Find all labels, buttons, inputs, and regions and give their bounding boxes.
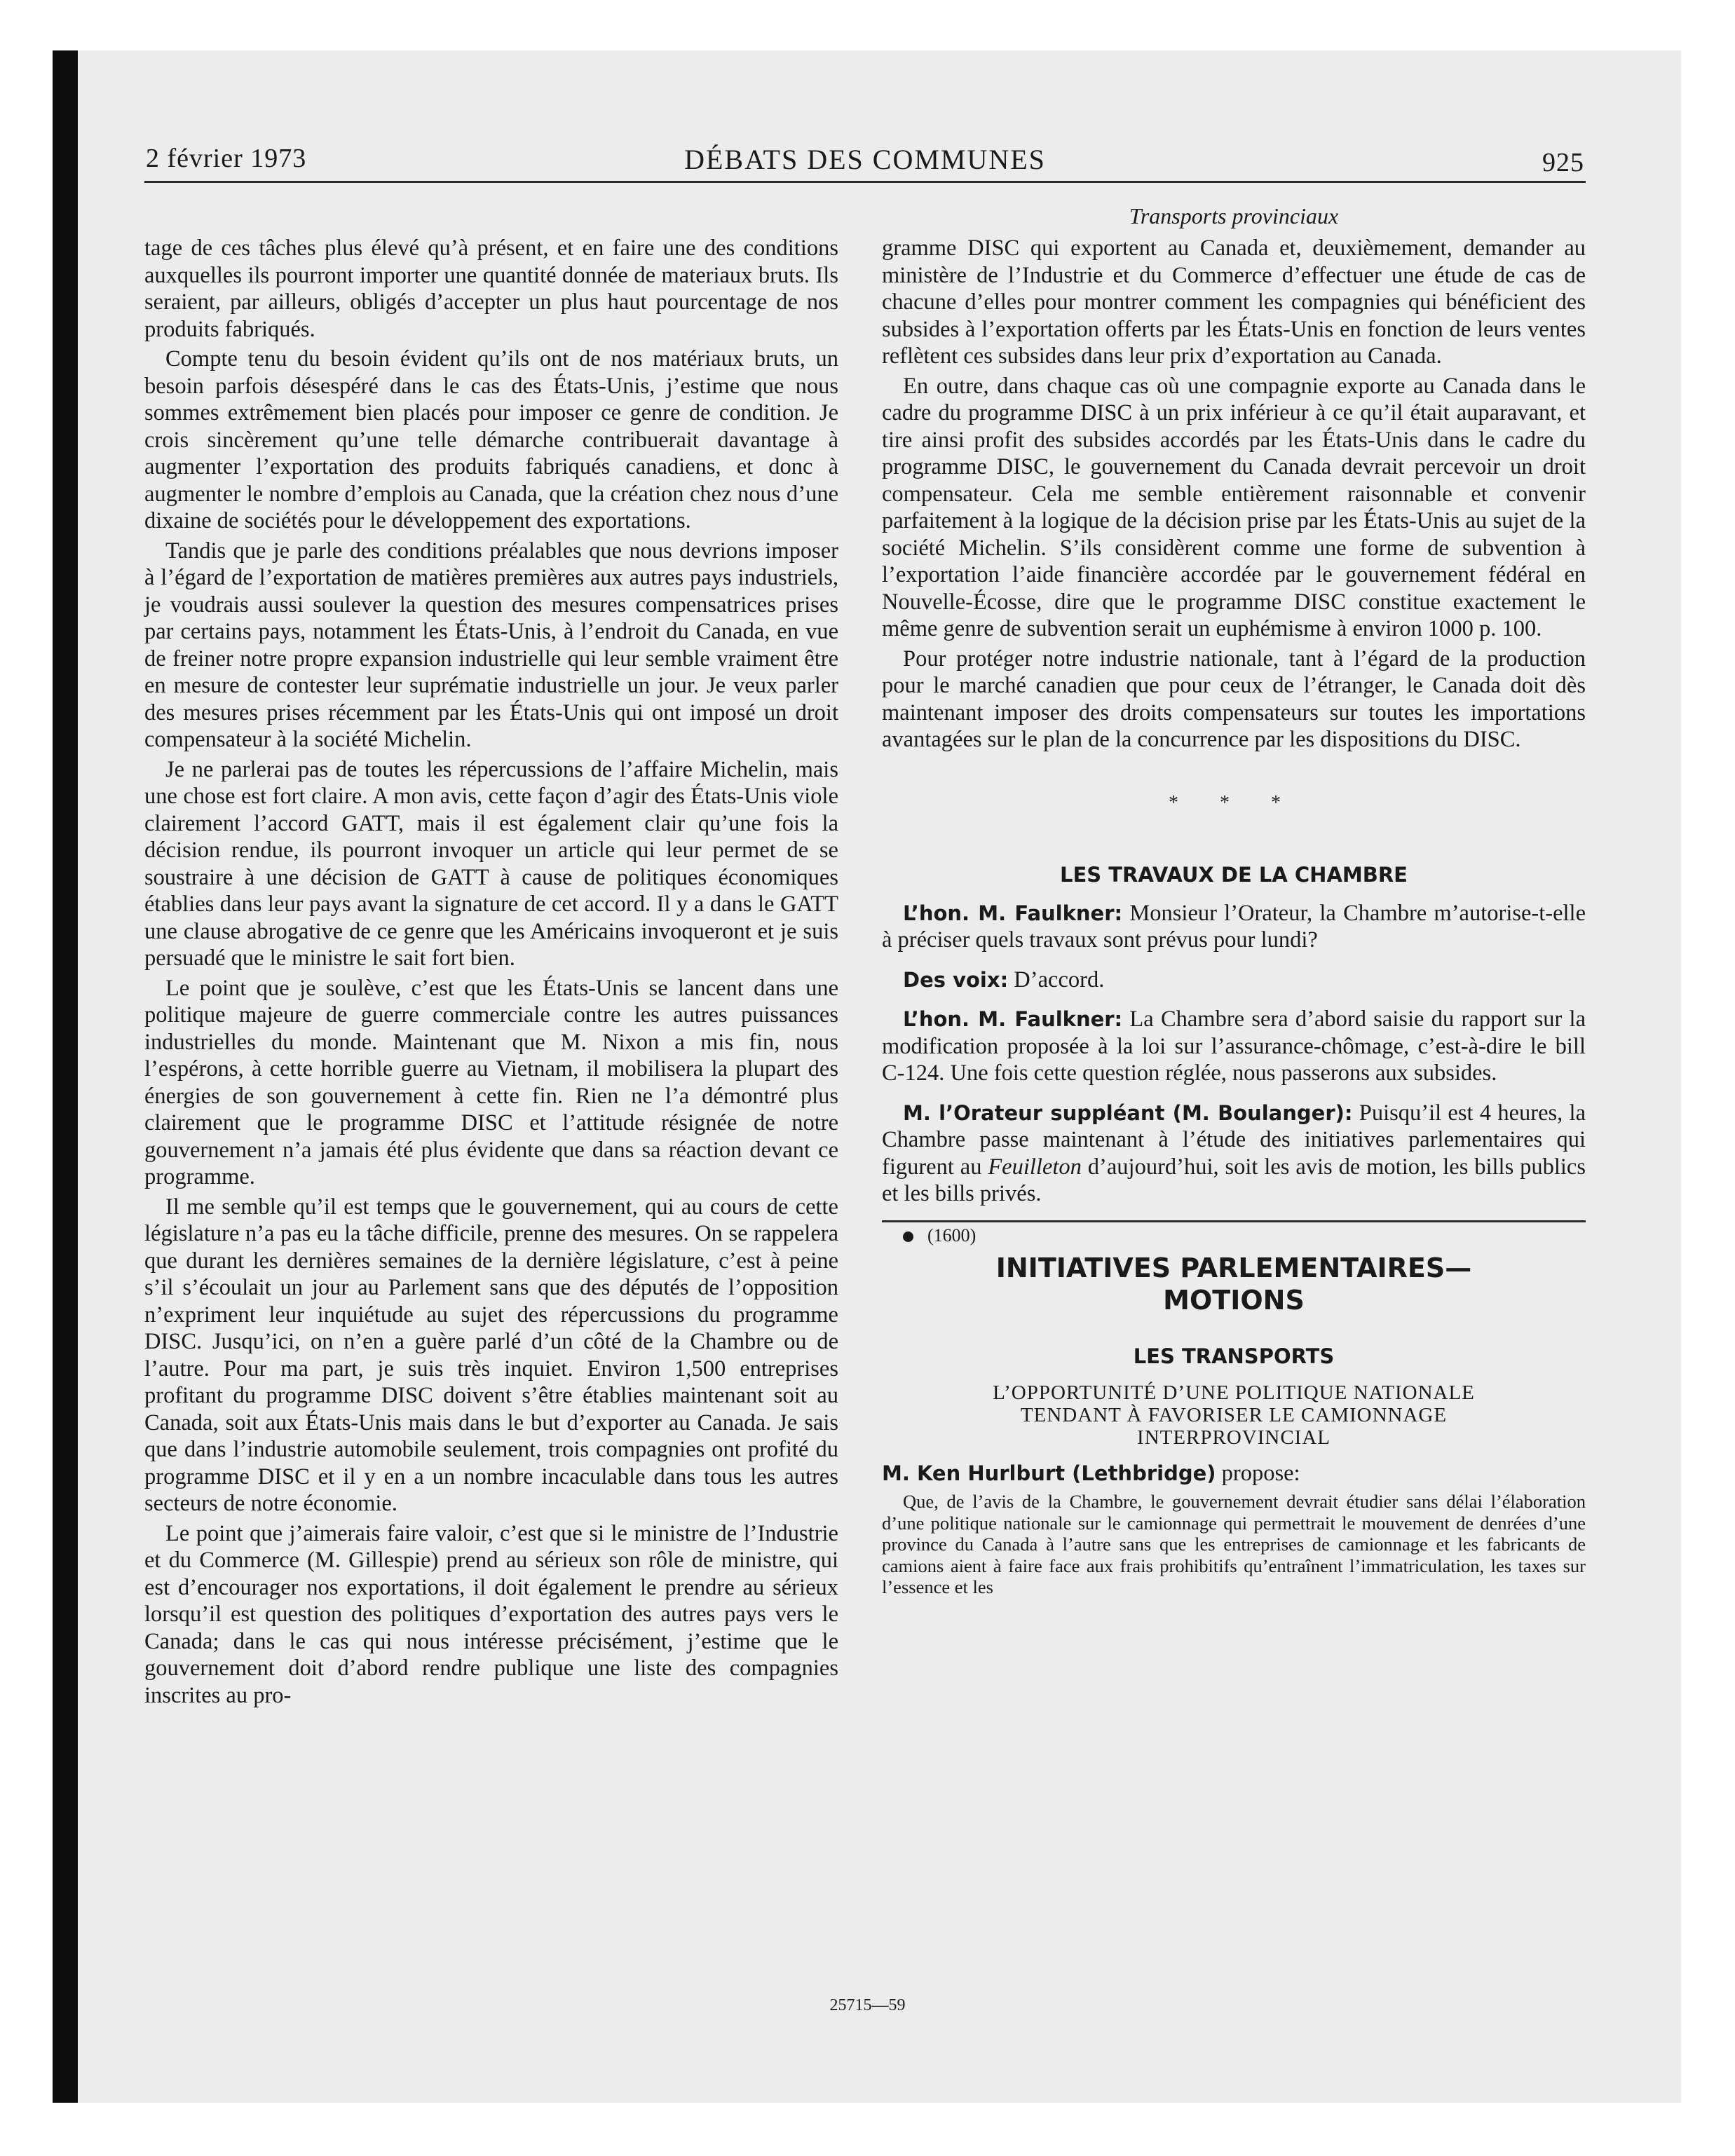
speech-text: d’aujourd’hui, soit les avis de motion, les bills publics et les bills privés. [882, 1154, 1586, 1206]
motion-subject: LES TRANSPORTS [1133, 1344, 1335, 1368]
business-section-title: LES TRAVAUX DE LA CHAMBRE [1060, 863, 1408, 887]
header-date: 2 février 1973 [146, 144, 307, 173]
motion-subtitle-line: L’OPPORTUNITÉ D’UNE POLITIQUE NATIONALE [993, 1381, 1475, 1404]
paragraph: Je ne parlerai pas de toutes les répercussions de l’affaire Michelin, mais une chose est fort claire. A mon avis, cette façon d’agir des États-Unis viole clairement l’accord GATT, mais il est également clair qu’une fois la décision rendue, ils pourront invoquer un article qui leur permet de se soustraire à une décision de GATT à cause de politiques économiques établies dans leur pays avant la signature de cet accord. Il y a dans le GATT une clause abrogative de ce genre que les Américains invoqueront et je suis persuadé que le ministre le sait fort bien. [144, 756, 838, 971]
timestamp [882, 1222, 1586, 1250]
bullet-icon [903, 1231, 913, 1242]
motion-subtitle-line: INTERPROVINCIAL [1137, 1426, 1331, 1449]
paragraph: Il me semble qu’il est temps que le gouvernement, qui au cours de cette législature n’a pas eu la tâche difficile, prenne des mesures. On se rappelera que durant les dernières semaines de la dernière législature, c’est à peine s’il s’écoulait un jour au Parlement sans que des députés de l’opposition n’expriment leur inquiétude au sujet des répercussions du programme DISC. Jusqu’ici, on n’en a guère parlé d’un côté de la Chambre ou de l’autre. Pour ma part, je suis très inquiet. Environ 1,500 entreprises profitant du programme DISC doivent s’être établies maintenant soit au Canada, soit aux États-Unis mais dans le but d’exporter au Canada. Je sais que dans l’industrie automobile seulement, trois compagnies ont profité du programme DISC et il y en a un nombre incaculable dans tous les autres secteurs de notre économie. [144, 1194, 838, 1516]
order-paper-term: Feuilleton [988, 1154, 1082, 1180]
speaker-name: Des voix: [903, 967, 1009, 992]
running-title: Transports provinciaux [1129, 203, 1339, 228]
motion-subtitle-line: TENDANT À FAVORISER LE CAMIONNAGE [1020, 1403, 1448, 1426]
mover-name: M. Ken Hurlburt (Lethbridge) [882, 1461, 1216, 1485]
left-column [144, 235, 838, 1712]
speech-text: D’accord. [1008, 967, 1105, 992]
scan-border [53, 50, 78, 2103]
motion-text: Que, de l’avis de la Chambre, le gouvernement devrait étudier sans délai l’élaboration d’une politique nationale sur le camionnage qui permettrait le mouvement de denrées d’une province du Canada à l’autre sans que les entreprises de camionnage et les fabricants de camions aient à faire face aux frais prohibitifs qu’entraînent l’immatriculation, les taxes sur l’essence et les [882, 1491, 1586, 1597]
section-separator: * * * [1169, 791, 1299, 814]
motions-heading [882, 1252, 1586, 1316]
speech-text: Monsieur l’Orateur, la Chambre m’autorise-t-elle à préciser quels travaux sont prévus pour lundi? [882, 900, 1586, 953]
paragraph: Compte tenu du besoin évident qu’ils ont de nos matériaux bruts, un besoin parfois désespéré dans le cas des États-Unis, j’estime que nous sommes extrêmement bien placés pour imposer ce genre de condition. Je crois sincèrement qu’une telle démarche contribuerait davantage à augmenter l’exportation des produits fabriqués canadiens, et donc à augmenter le nombre d’emplois au Canada, que la création chez nous d’une dixaine de sociétés pour le développement des exportations. [144, 346, 838, 533]
exchange-1 [882, 900, 1586, 954]
paragraph: Pour protéger notre industrie nationale, tant à l’égard de la production pour le marché canadien que pour ceux de l’étranger, le Canada doit dès maintenant imposer des droits compensateurs sur toutes les importations avantagées sur le plan de la concurrence par les dispositions du DISC. [882, 646, 1586, 752]
paragraph: En outre, dans chaque cas où une compagnie exporte au Canada dans le cadre du programme DISC à un prix inférieur à ce qu’il était auparavant, et tire ainsi profit des subsides accordés par les États-Unis dans le cadre du programme DISC, le gouvernement du Canada devrait percevoir un droit compensateur. Cela me semble entièrement raisonnable et convenir parfaitement à la logique de la décision prise par les États-Unis au sujet de la société Michelin. S’ils considèrent comme une forme de subvention à l’exportation l’aide financière accordée par le gouvernement fédéral en Nouvelle-Écosse, dire que le programme DISC constitue exactement le même genre de subvention serait un euphémisme à environ 1000 p. 100. [882, 373, 1586, 641]
right-column [882, 235, 1586, 1601]
header-title: DÉBATS DES COMMUNES [684, 144, 1046, 175]
motions-heading-line: INITIATIVES PARLEMENTAIRES— [995, 1253, 1472, 1283]
mover-action: propose: [1216, 1460, 1300, 1486]
motions-heading-line: MOTIONS [1163, 1285, 1305, 1316]
speech-text: La Chambre sera d’abord saisie du rapport sur la modification proposée à la loi sur l’assurance-chômage, c’est-à-dire le bill C-124. Une fois cette question réglée, nous passerons aux subsides. [882, 1007, 1586, 1086]
exchange-3 [882, 1006, 1586, 1087]
paragraph: Le point que je soulève, c’est que les États-Unis se lancent dans une politique majeure de guerre commerciale contre les autres puissances industrielles du monde. Maintenant que M. Nixon a mis fin, nous l’espérons, à cette horrible guerre au Vietnam, il mobilisera la plupart des énergies de son gouvernement à cette fin. Rien ne l’a démontré plus clairement que le programme DISC et l’attitude résignée de notre gouvernement n’a jamais été plus évidente que dans sa réaction devant ce programme. [144, 975, 838, 1189]
paragraph: Tandis que je parle des conditions préalables que nous devrions imposer à l’égard de l’exportation de matières premières aux autres pays industriels, je voudrais aussi soulever la question des mesures compensatrices prises par certains pays, notamment les États-Unis, à l’endroit du Canada, en vue de freiner notre propre expansion industrielle qui leur semble vraiment être en mesure de contester leur suprématie industrielle un jour. Je veux parler des mesures prises récemment par les États-Unis qui ont imposé un droit compensateur à la société Michelin. [144, 538, 838, 752]
speaker-name: L’hon. M. Faulkner: [903, 1007, 1123, 1031]
motion-subtitle [882, 1381, 1586, 1449]
footer-code: 25715—59 [829, 1996, 906, 2014]
speaker-name: M. l’Orateur suppléant (M. Boulanger): [903, 1100, 1353, 1125]
exchange-4 [882, 1100, 1586, 1208]
exchange-2 [882, 967, 1586, 994]
speaker-name: L’hon. M. Faulkner: [903, 901, 1123, 925]
paragraph: gramme DISC qui exportent au Canada et, deuxièmement, demander au ministère de l’Industrie et du Commerce d’effectuer une étude de cas de chacune d’elles pour montrer comment les compagnies qui bénéficient des subsides à l’exportation offerts par les États-Unis en fonction de leurs ventes reflètent ces subsides dans leur prix d’exportation au Canada. [882, 236, 1586, 369]
paragraph: tage de ces tâches plus élevé qu’à présent, et en faire une des conditions auxquelles ils pourront importer une quantité donnée de materiaux bruts. Ils seraient, par ailleurs, obligés d’accepter un plus haut pourcentage de nos produits fabriqués. [144, 236, 838, 342]
speech-text: Puisqu’il est 4 heures, la Chambre passe maintenant à l’étude des initiatives parlementaires qui figurent au [882, 1100, 1586, 1180]
page-header [144, 137, 1586, 183]
page-number: 925 [1542, 148, 1584, 177]
motion-mover [882, 1460, 1586, 1487]
timestamp-text: (1600) [927, 1224, 977, 1246]
paragraph: Le point que j’aimerais faire valoir, c’est que si le ministre de l’Industrie et du Commerce (M. Gillespie) prend au sérieux son rôle de ministre, qui est d’encourager nos exportations, il doit également le prendre au sérieux lorsqu’il est question des politiques d’exportation des autres pays vers le Canada; dans le cas qui nous intéresse précisément, j’estime que le gouvernement doit d’abord rendre publique une liste des compagnies inscrites au pro- [144, 1520, 838, 1708]
